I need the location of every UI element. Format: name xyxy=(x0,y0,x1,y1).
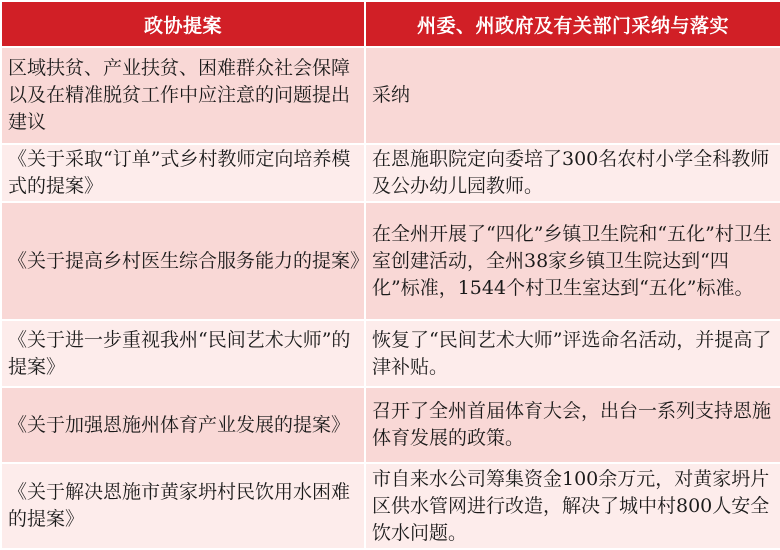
adoption-cell: 恢复了“民间艺术大师”评选命名活动，并提高了津补贴。 xyxy=(365,320,780,387)
proposal-cell: 《关于提高乡村医生综合服务能力的提案》 xyxy=(1,202,365,320)
proposal-cell: 《关于采取“订单”式乡村教师定向培养模式的提案》 xyxy=(1,144,365,202)
adoption-cell: 市自来水公司筹集资金100余万元，对黄家坍片区供水管网进行改造，解决了城中村800人安全饮水问题。 xyxy=(365,463,780,549)
adoption-cell: 在恩施职院定向委培了300名农村小学全科教师及公办幼儿园教师。 xyxy=(365,144,780,202)
proposal-cell: 《关于解决恩施市黄家坍村民饮用水困难的提案》 xyxy=(1,463,365,549)
adoption-cell: 在全州开展了“四化”乡镇卫生院和“五化”村卫生室创建活动，全州38家乡镇卫生院达到“四化”标准，1544个村卫生室达到“五化”标准。 xyxy=(365,202,780,320)
header-proposal: 政协提案 xyxy=(1,1,365,47)
proposal-cell: 《关于加强恩施州体育产业发展的提案》 xyxy=(1,387,365,463)
table-row xyxy=(1,320,780,387)
proposal-cell: 区域扶贫、产业扶贫、困难群众社会保障以及在精准脱贫工作中应注意的问题提出建议 xyxy=(1,47,365,144)
table-row xyxy=(1,47,780,144)
table-row xyxy=(1,387,780,463)
adoption-cell: 采纳 xyxy=(365,47,780,144)
proposal-cell: 《关于进一步重视我州“民间艺术大师”的提案》 xyxy=(1,320,365,387)
header-adoption: 州委、州政府及有关部门采纳与落实 xyxy=(365,1,780,47)
adoption-cell: 召开了全州首届体育大会，出台一系列支持恩施体育发展的政策。 xyxy=(365,387,780,463)
table-row xyxy=(1,463,780,549)
table-row xyxy=(1,144,780,202)
table-header-row xyxy=(1,1,780,47)
table-row xyxy=(1,202,780,320)
